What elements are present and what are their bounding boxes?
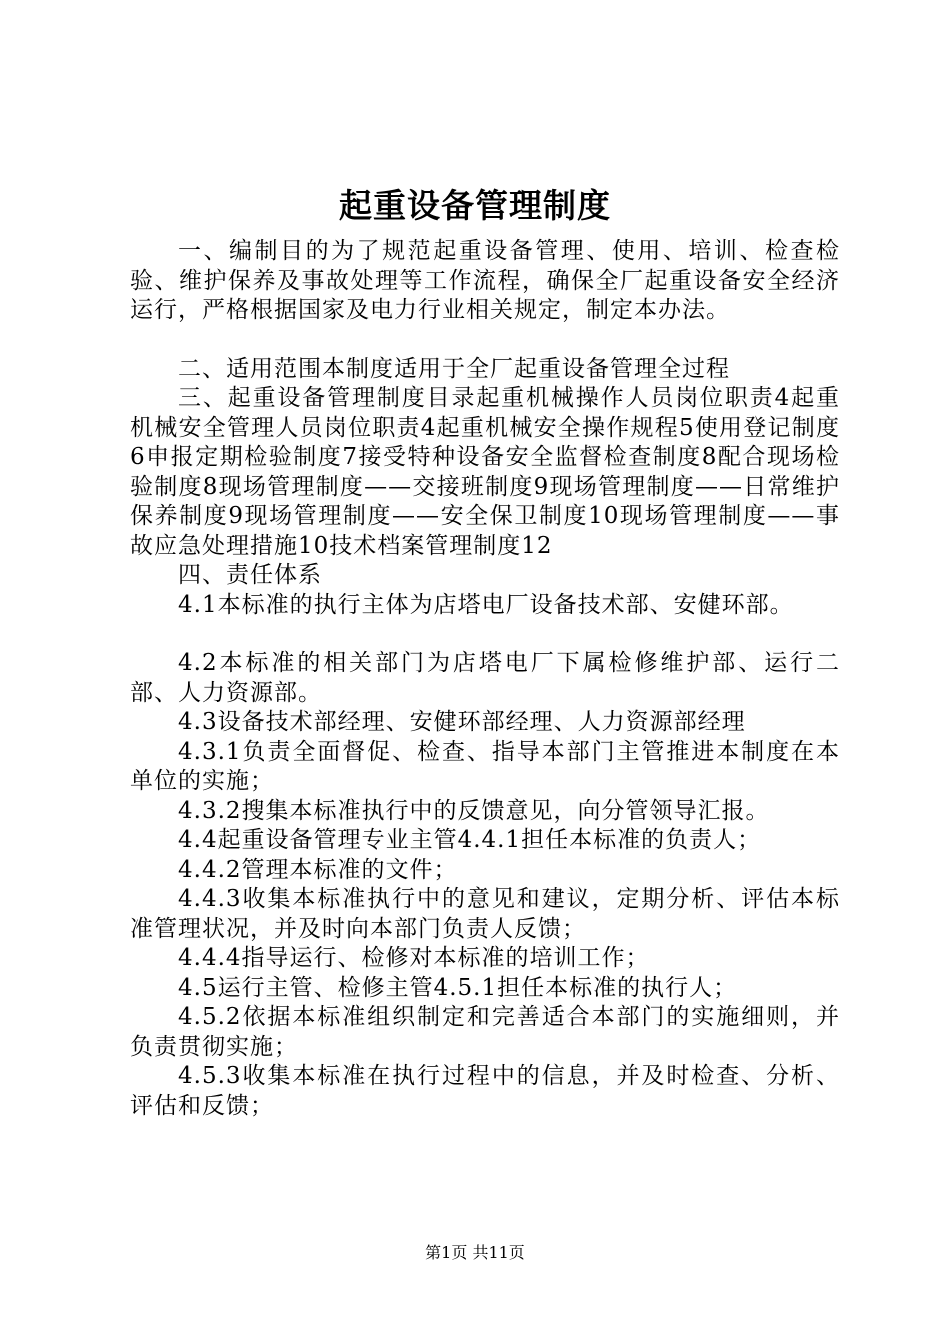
- paragraph: 4.4.3收集本标准执行中的意见和建议，定期分析、评估本标准管理状况，并及时向本部门负责人反馈；: [130, 886, 840, 942]
- paragraph: 4.4起重设备管理专业主管4.4.1担任本标准的负责人；: [178, 827, 762, 853]
- paragraph: 四、责任体系: [178, 562, 322, 588]
- paragraph: 二、适用范围本制度适用于全厂起重设备管理全过程: [178, 355, 730, 382]
- paragraph: 4.1本标准的执行主体为店塔电厂设备技术部、安健环部。: [178, 591, 794, 618]
- paragraph: 4.5.2依据本标准组织制定和完善适合本部门的实施细则，并负责贯彻实施；: [130, 1004, 840, 1060]
- paragraph: 4.3设备技术部经理、安健环部经理、人力资源部经理: [178, 709, 746, 735]
- paragraph: 4.5运行主管、检修主管4.5.1担任本标准的执行人；: [178, 974, 738, 1001]
- paragraph: 4.3.1负责全面督促、检查、指导本部门主管推进本制度在本单位的实施；: [130, 738, 840, 794]
- paragraph: 4.4.2管理本标准的文件；: [178, 856, 458, 883]
- document-body: [130, 237, 840, 1121]
- paragraph: 4.3.2搜集本标准执行中的反馈意见，向分管领导汇报。: [178, 797, 770, 824]
- document-title: 起重设备管理制度: [339, 186, 611, 225]
- paragraph: 4.4.4指导运行、检修对本标准的培训工作；: [178, 945, 650, 971]
- page-footer: 第1页 共11页: [425, 1243, 525, 1262]
- paragraph: 4.2本标准的相关部门为店塔电厂下属检修维护部、运行二部、人力资源部。: [130, 650, 840, 706]
- paragraph: 一、编制目的为了规范起重设备管理、使用、培训、检查检验、维护保养及事故处理等工作流程，确保全厂起重设备安全经济运行，严格根据国家及电力行业相关规定，制定本办法。: [130, 238, 840, 323]
- paragraph: 三、起重设备管理制度目录起重机械操作人员岗位职责4起重机械安全管理人员岗位职责4起重机械安全操作规程5使用登记制度6申报定期检验制度7接受特种设备安全监督检查制度8配合现场检验制度8现场管理制度——交接班制度9现场管理制度——日常维护保养制度9现场管理制度——安全保卫制度10现场管理制度——事故应急处理措施10技术档案管理制度12: [130, 385, 840, 559]
- paragraph: 4.5.3收集本标准在执行过程中的信息，并及时检查、分析、评估和反馈；: [130, 1063, 840, 1119]
